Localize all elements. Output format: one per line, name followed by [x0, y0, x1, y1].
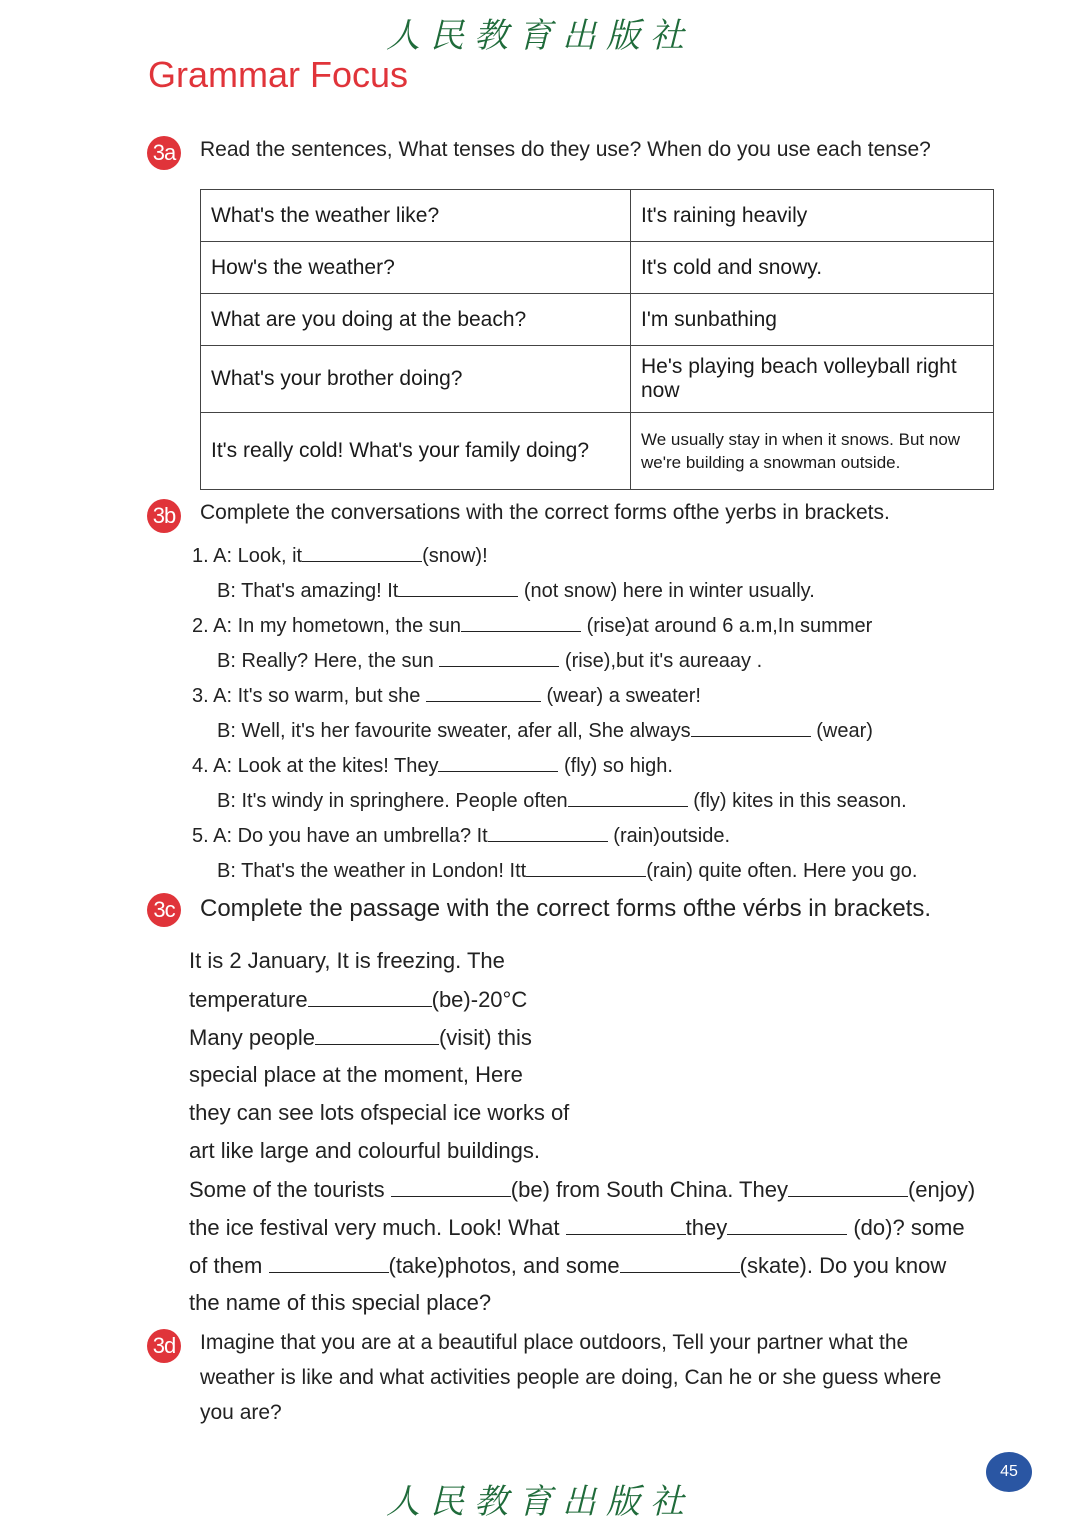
line-text: (rise)at around 6 a.m,In summer: [586, 615, 873, 637]
line-text: 4. A: Look at the kites! They: [192, 755, 439, 777]
exercise-line: [192, 611, 872, 638]
section-badge-3b: 3b: [147, 499, 181, 533]
exercise-line: [192, 681, 701, 708]
exercise-line: [217, 786, 907, 813]
answer-blank[interactable]: [691, 716, 811, 737]
line-text: (take)photos, and some: [388, 1253, 620, 1278]
answer-blank[interactable]: [438, 751, 558, 772]
line-text: the ice festival very much. Look! What: [189, 1215, 560, 1240]
line-text: 5. A: Do you have an umbrella? It: [192, 825, 488, 847]
answer-blank[interactable]: [426, 681, 541, 702]
passage-line: [189, 1214, 965, 1241]
answer-blank[interactable]: [788, 1176, 908, 1197]
line-text: (wear): [816, 720, 873, 742]
line-text: B: Really? Here, the sun: [217, 650, 434, 672]
answer-blank[interactable]: [568, 786, 688, 807]
line-text: Many people: [189, 1025, 315, 1050]
answer-blank[interactable]: [302, 541, 422, 562]
answer-blank[interactable]: [461, 611, 581, 632]
exercise-line: [192, 541, 488, 568]
exercise-line: [217, 646, 762, 673]
line-text: 2. A: In my hometown, the sun: [192, 615, 462, 637]
passage-line: [189, 986, 527, 1013]
instruction-3a: Read the sentences, What tenses do they use? When do you use each tense?: [200, 138, 931, 161]
table-answer: He's playing beach volleyball right now: [631, 346, 994, 413]
line-text: B: That's the weather in London! Itt: [217, 860, 527, 882]
table-row: [201, 294, 994, 346]
line-text: B: It's windy in springhere. People often: [217, 790, 568, 812]
answer-blank[interactable]: [439, 646, 559, 667]
answer-blank[interactable]: [398, 576, 518, 597]
section-badge-3c: 3c: [147, 893, 181, 927]
line-text: B: That's amazing! It: [217, 580, 399, 602]
passage-line: art like large and colourful buildings.: [189, 1138, 540, 1163]
line-text: 1. A: Look, it: [192, 545, 303, 567]
line-text: (rain)outside.: [613, 825, 731, 847]
line-text: (not snow) here in winter usually.: [523, 580, 815, 602]
publisher-logo-footer: 人民教育出版社: [386, 1482, 694, 1522]
answer-blank[interactable]: [620, 1252, 740, 1273]
line-text: (rain) quite often. Here you go.: [646, 860, 918, 882]
line-text: of them: [189, 1253, 263, 1278]
table-row: [201, 242, 994, 294]
table-answer: It's raining heavily: [631, 190, 994, 242]
line-text: (be) from South China. They: [510, 1177, 788, 1202]
line-text: B: Well, it's her favourite sweater, afer all, She always: [217, 720, 691, 742]
passage-line: special place at the moment, Here: [189, 1062, 523, 1087]
table-question: How's the weather?: [201, 242, 631, 294]
tense-table: [200, 189, 994, 490]
answer-blank[interactable]: [526, 856, 646, 877]
section-badge-3d: 3d: [147, 1329, 181, 1363]
line-text: 3. A: It's so warm, but she: [192, 685, 421, 707]
line-text: Some of the tourists: [189, 1177, 385, 1202]
passage-line: [189, 1176, 975, 1203]
line-text: (snow)!: [422, 545, 488, 567]
answer-blank[interactable]: [391, 1176, 511, 1197]
passage-line: the name of this special place?: [189, 1290, 492, 1315]
exercise-line: [217, 856, 917, 883]
answer-blank[interactable]: [488, 821, 608, 842]
line-text: (enjoy): [907, 1177, 976, 1202]
page-title: Grammar Focus: [148, 54, 409, 95]
table-answer: I'm sunbathing: [631, 294, 994, 346]
table-question: It's really cold! What's your family doing?: [201, 413, 631, 490]
line-text: (skate). Do you know: [739, 1253, 947, 1278]
table-row: [201, 190, 994, 242]
line-text: temperature: [189, 987, 308, 1012]
instruction-3d-line: you are?: [200, 1401, 282, 1424]
page-number-badge: 45: [986, 1452, 1032, 1492]
table-question: What's the weather like?: [201, 190, 631, 242]
passage-line: [189, 1252, 946, 1279]
instruction-3d-line: weather is like and what activities people are doing, Can he or she guess where: [200, 1366, 942, 1389]
answer-blank[interactable]: [566, 1214, 686, 1235]
publisher-logo: 人民教育出版社: [386, 16, 694, 56]
exercise-line: [217, 716, 873, 743]
table-row: [201, 346, 994, 413]
table-row: [201, 413, 994, 490]
line-text: (fly) so high.: [564, 755, 673, 777]
line-text: (fly) kites in this season.: [693, 790, 907, 812]
table-answer: It's cold and snowy.: [631, 242, 994, 294]
instruction-3b: Complete the conversations with the correct forms ofthe yerbs in brackets.: [200, 501, 890, 524]
line-text: (do)? some: [853, 1215, 965, 1240]
line-text: (visit) this: [438, 1025, 532, 1050]
answer-blank[interactable]: [308, 986, 432, 1007]
instruction-3d-line: Imagine that you are at a beautiful place outdoors, Tell your partner what the: [200, 1331, 909, 1354]
table-answer: We usually stay in when it snows. But now we're building a snowman outside.: [631, 413, 994, 490]
line-text: they: [685, 1215, 728, 1240]
answer-blank[interactable]: [315, 1024, 439, 1045]
exercise-line: [217, 576, 815, 603]
section-badge-3a: 3a: [147, 136, 181, 170]
passage-line: It is 2 January, It is freezing. The: [189, 948, 505, 973]
passage-line: [189, 1024, 532, 1051]
table-question: What's your brother doing?: [201, 346, 631, 413]
line-text: (wear) a sweater!: [546, 685, 701, 707]
table-question: What are you doing at the beach?: [201, 294, 631, 346]
line-text: (rise),but it's aureaay .: [564, 650, 763, 672]
line-text: (be)-20°C: [431, 987, 528, 1012]
exercise-line: [192, 751, 673, 778]
answer-blank[interactable]: [269, 1252, 389, 1273]
answer-blank[interactable]: [727, 1214, 847, 1235]
instruction-3c: Complete the passage with the correct forms ofthe vérbs in brackets.: [200, 895, 932, 922]
exercise-line: [192, 821, 730, 848]
passage-line: they can see lots ofspecial ice works of: [189, 1100, 570, 1125]
